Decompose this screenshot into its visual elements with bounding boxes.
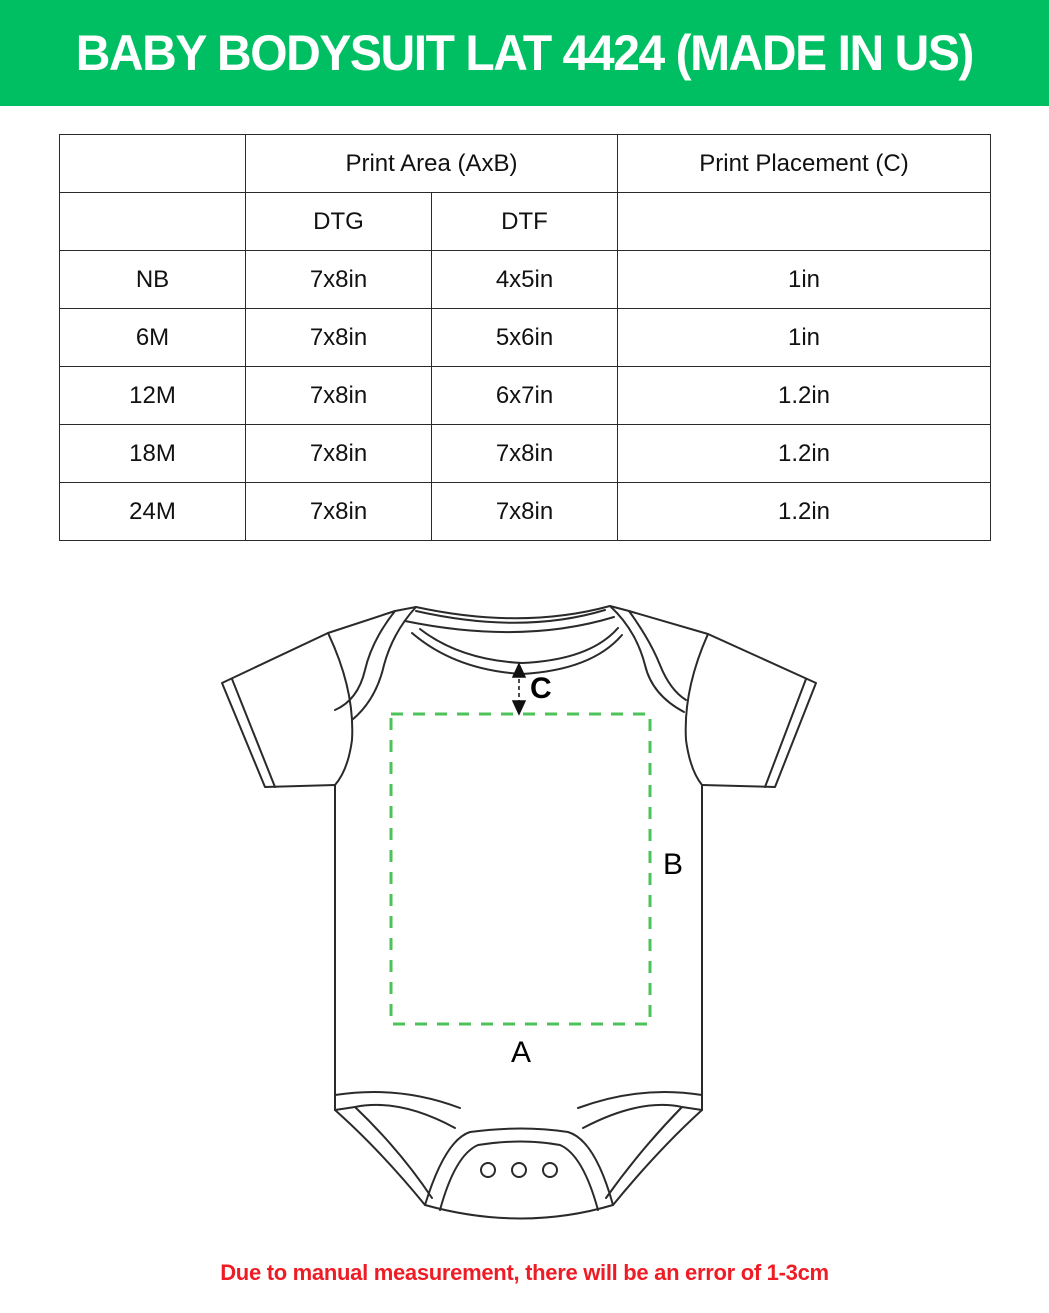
placement-cell: 1.2in <box>618 367 991 425</box>
size-cell: 12M <box>60 367 246 425</box>
bodysuit-outline-icon <box>0 560 1049 1240</box>
table-row <box>60 367 991 425</box>
table-row <box>60 425 991 483</box>
subheader-empty-cell <box>60 193 246 251</box>
placement-cell: 1.2in <box>618 483 991 541</box>
page-title: BABY BODYSUIT LAT 4424 (MADE IN US) <box>75 25 974 81</box>
print-area-box <box>391 714 650 1024</box>
size-cell: NB <box>60 251 246 309</box>
table-row <box>60 309 991 367</box>
label-c: C <box>530 672 552 705</box>
placement-cell: 1.2in <box>618 425 991 483</box>
title-banner <box>0 0 1049 106</box>
dtf-cell: 6x7in <box>432 367 618 425</box>
subheader-placement-empty <box>618 193 991 251</box>
dtg-cell: 7x8in <box>246 251 432 309</box>
size-cell: 18M <box>60 425 246 483</box>
subheader-dtf: DTF <box>432 193 618 251</box>
dtg-cell: 7x8in <box>246 309 432 367</box>
table-subheader-row <box>60 193 991 251</box>
table-row <box>60 483 991 541</box>
header-print-placement: Print Placement (C) <box>618 135 991 193</box>
header-empty-cell <box>60 135 246 193</box>
subheader-dtg: DTG <box>246 193 432 251</box>
dtf-cell: 7x8in <box>432 483 618 541</box>
size-cell: 6M <box>60 309 246 367</box>
dtg-cell: 7x8in <box>246 367 432 425</box>
bodysuit-diagram <box>0 560 1049 1240</box>
label-b: B <box>663 848 684 881</box>
size-cell: 24M <box>60 483 246 541</box>
dtf-cell: 5x6in <box>432 309 618 367</box>
table-header-row <box>60 135 991 193</box>
dtf-cell: 7x8in <box>432 425 618 483</box>
label-a: A <box>511 1036 532 1069</box>
placement-cell: 1in <box>618 309 991 367</box>
table-row <box>60 251 991 309</box>
print-spec-table <box>59 134 991 541</box>
placement-cell: 1in <box>618 251 991 309</box>
header-print-area: Print Area (AxB) <box>246 135 618 193</box>
dtg-cell: 7x8in <box>246 425 432 483</box>
measurement-disclaimer: Due to manual measurement, there will be an error of 1-3cm <box>220 1260 829 1285</box>
dtf-cell: 4x5in <box>432 251 618 309</box>
dtg-cell: 7x8in <box>246 483 432 541</box>
